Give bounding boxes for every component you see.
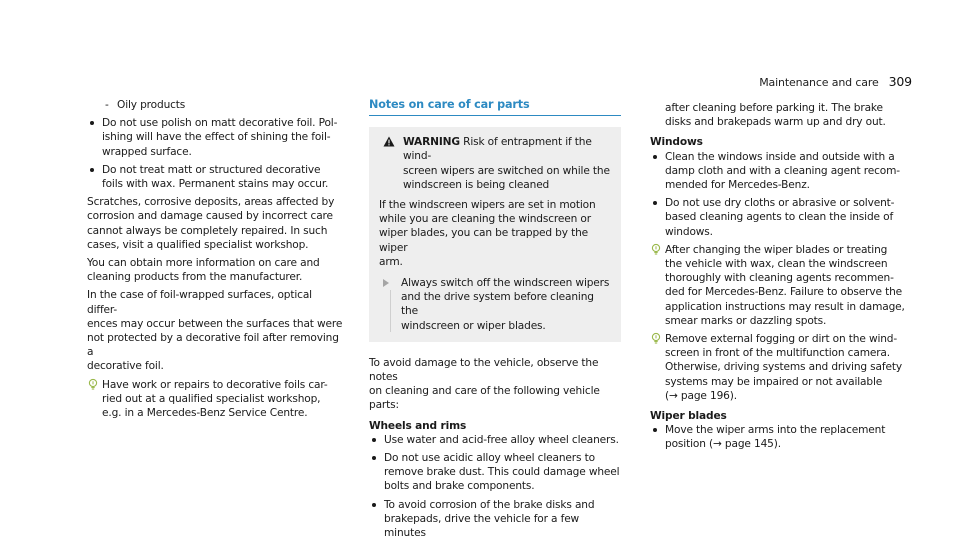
line: ishing will have the effect of shining the foil- — [102, 131, 331, 144]
line: Remove external fogging or dirt on the wind- — [665, 333, 898, 346]
line: application instructions may result in damage, — [665, 300, 905, 313]
line: Use water and acid-free alloy wheel cleaners. — [384, 433, 619, 446]
subheading-wiper-blades: Wiper blades — [650, 410, 727, 423]
line: after cleaning before parking it. The brake — [665, 102, 883, 114]
lightbulb-note-icon — [650, 243, 662, 255]
line: cleaning products from the manufacturer. — [87, 271, 303, 284]
line: ences may occur between the surfaces that were — [87, 317, 343, 330]
warning-heading — [379, 135, 611, 192]
line: Otherwise, driving systems and driving safety — [665, 361, 902, 374]
line: parts: — [369, 399, 399, 412]
line: Clean the windows inside and outside with a — [665, 150, 895, 163]
warning-action — [379, 276, 611, 333]
column-left — [87, 98, 343, 424]
note-item — [87, 378, 343, 421]
paragraph — [87, 256, 343, 284]
line: bolts and brake components. — [384, 480, 535, 493]
line: windscreen is being cleaned — [403, 178, 550, 191]
line: To avoid corrosion of the brake disks and — [384, 498, 595, 511]
line: on cleaning and care of the following vehicle — [369, 385, 600, 398]
line: You can obtain more information on care and — [87, 257, 320, 270]
list-item — [650, 196, 912, 239]
dash-marker: - — [105, 99, 109, 111]
line: Have work or repairs to decorative foils car- — [102, 378, 328, 391]
line: Do not use acidic alloy wheel cleaners to — [384, 452, 595, 465]
line: disks and brakepads warm up and dry out. — [665, 116, 886, 129]
line: based cleaning agents to clean the inside of — [665, 211, 894, 224]
warning-label: WARNING — [403, 136, 460, 149]
paragraph — [369, 356, 621, 413]
line: windows. — [665, 225, 713, 238]
page-header — [759, 75, 912, 90]
paragraph — [87, 288, 343, 373]
subheading-windows: Windows — [650, 136, 703, 149]
line: Move the wiper arms into the replacement — [665, 424, 886, 437]
list-item — [369, 498, 621, 541]
note-item — [650, 332, 912, 403]
list-item — [650, 423, 912, 451]
page-link[interactable]: position (→ page 145). — [665, 438, 781, 451]
lightbulb-note-icon — [650, 332, 662, 344]
line: To avoid damage to the vehicle, observe the notes — [369, 356, 599, 384]
section-title: Notes on care of car parts — [369, 98, 621, 116]
line: foils with wax. Permanent stains may occur. — [102, 178, 329, 191]
line: smear marks or dazzling spots. — [665, 314, 827, 327]
line: windscreen or wiper blades. — [401, 319, 546, 332]
action-divider — [390, 290, 391, 332]
line: remove brake dust. This could damage wheel — [384, 466, 620, 479]
line: mended for Mercedes-Benz. — [665, 179, 810, 192]
line: while you are cleaning the windscreen or — [379, 213, 591, 226]
line: thoroughly with cleaning agents recommen- — [665, 272, 894, 285]
line: damp cloth and with a cleaning agent recom- — [665, 164, 900, 177]
line: wrapped surface. — [102, 145, 192, 158]
page-link[interactable]: (→ page 196). — [665, 389, 737, 402]
line: Scratches, corrosive deposits, areas affected by — [87, 196, 335, 209]
line: If the windscreen wipers are set in motion — [379, 199, 596, 212]
warning-body — [379, 198, 611, 269]
line: ded for Mercedes-Benz. Failure to observe the — [665, 286, 903, 299]
dash-list-item — [87, 98, 343, 112]
warning-box — [369, 127, 621, 342]
line: screen in front of the multifunction camera. — [665, 347, 890, 360]
line: decorative foil. — [87, 360, 164, 373]
line: corrosion and damage caused by incorrect care — [87, 210, 333, 223]
paragraph-continued — [650, 101, 912, 129]
line: brakepads, drive the vehicle for a few minutes — [384, 512, 580, 540]
line: Do not use polish on matt decorative foil. Pol- — [102, 117, 338, 130]
line: and the drive system before cleaning the — [401, 291, 594, 318]
list-item — [369, 433, 621, 447]
page-number: 309 — [888, 74, 912, 89]
line: wiper blades, you can be trapped by the wiper — [379, 227, 589, 254]
arrow-action-icon — [383, 279, 389, 287]
line: the vehicle with wax, clean the windscreen — [665, 258, 888, 271]
line: Do not use dry cloths or abrasive or solvent- — [665, 197, 895, 210]
lightbulb-note-icon — [87, 378, 99, 390]
line: ried out at a qualified specialist workshop, — [102, 392, 321, 405]
note-item — [650, 243, 912, 328]
list-item — [650, 150, 912, 193]
line: Risk of entrapment if the wind- — [403, 136, 592, 163]
list-item — [87, 116, 343, 159]
list-item — [369, 451, 621, 494]
line: screen wipers are switched on while the — [403, 164, 610, 177]
line: In the case of foil-wrapped surfaces, optical differ- — [87, 289, 312, 316]
paragraph — [87, 195, 343, 252]
line: cases, visit a qualified specialist workshop. — [87, 238, 309, 251]
line: e.g. in a Mercedes-Benz Service Centre. — [102, 407, 308, 420]
line: Do not treat matt or structured decorative — [102, 163, 321, 176]
line: not protected by a decorative foil after removing a — [87, 332, 339, 359]
header-title: Maintenance and care — [759, 76, 879, 89]
subheading-wheels: Wheels and rims — [369, 419, 467, 432]
dash-item-text: Oily products — [117, 99, 186, 111]
line: systems may be impaired or not available — [665, 375, 883, 388]
line: cannot always be completely repaired. In such — [87, 224, 328, 237]
warning-triangle-icon — [383, 136, 395, 147]
line: After changing the wiper blades or treating — [665, 243, 888, 256]
column-middle — [369, 98, 621, 544]
line: arm. — [379, 255, 403, 268]
list-item — [87, 163, 343, 191]
column-right — [650, 101, 912, 456]
line: Always switch off the windscreen wipers — [401, 277, 610, 290]
